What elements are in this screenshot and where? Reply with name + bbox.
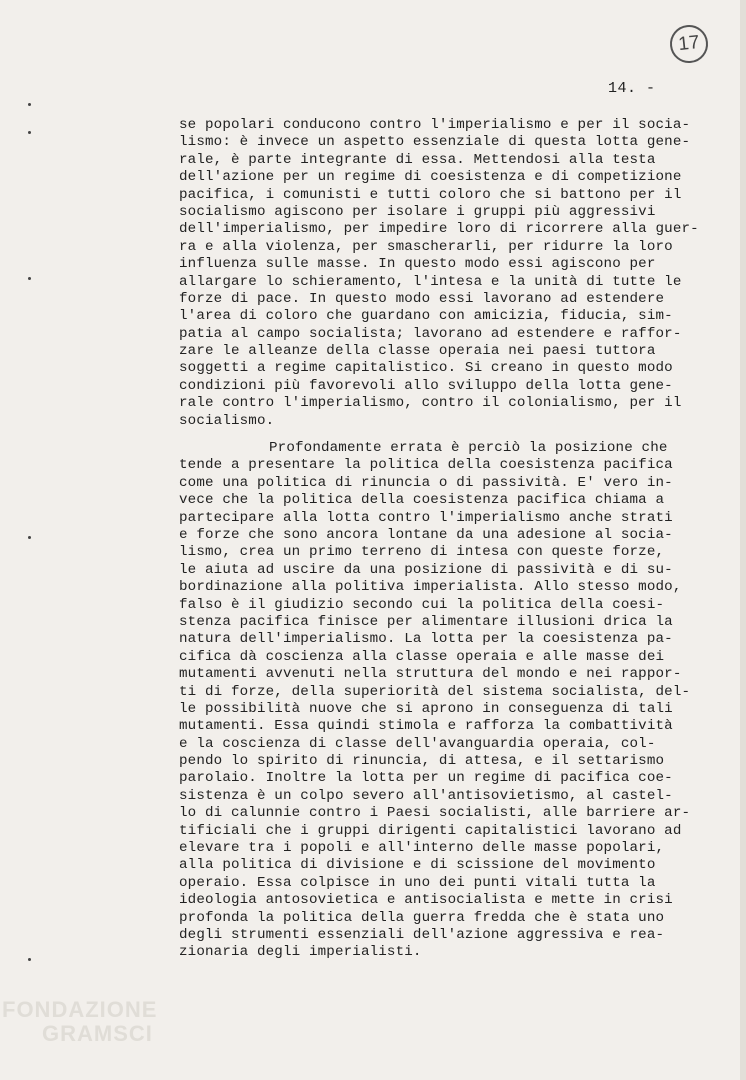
text-line: parolaio. Inoltre la lotta per un regime di pacifica coe-	[179, 770, 673, 787]
archive-stamp	[668, 23, 710, 65]
text-line: profonda la politica della guerra fredda che è stata uno	[179, 909, 665, 926]
text-line: soggetti a regime capitalistico. Si creano in questo modo	[179, 360, 673, 377]
text-line: ideologia antosovietica e antisocialista e mette in crisi	[179, 892, 673, 909]
text-line: rale, è parte integrante di essa. Mettendosi alla testa	[179, 151, 656, 168]
text-line: le aiuta ad uscire da una posizione di passività e di su-	[179, 561, 673, 578]
text-line: ti di forze, della superiorità del sistema socialista, del-	[179, 683, 691, 700]
text-line: forze di pace. In questo modo essi lavorano ad estendere	[179, 290, 665, 307]
text-line: alla politica di divisione e di scissione del movimento	[179, 857, 656, 874]
text-line: tificiali che i gruppi dirigenti capitalistici lavorano ad	[179, 822, 682, 839]
text-line: pendo lo spirito di rinuncia, di attesa, e il settarismo	[179, 753, 665, 770]
text-line: tende a presentare la politica della coesistenza pacifica	[179, 457, 673, 474]
text-line: lismo: è invece un aspetto essenziale di questa lotta gene-	[179, 134, 691, 151]
watermark-line: FONDAZIONE	[2, 997, 158, 1022]
text-line: mutamenti avvenuti nella struttura del mondo e nei rappor-	[179, 666, 682, 683]
text-line: e la coscienza di classe dell'avanguardia operaia, col-	[179, 735, 656, 752]
margin-mark	[28, 131, 31, 134]
body-text	[179, 117, 719, 962]
text-line: bordinazione alla politiva imperialista. Allo stesso modo,	[179, 579, 682, 596]
text-line: come una politica di rinuncia o di passività. E' vero in-	[179, 474, 673, 491]
text-line: socialismo agiscono per isolare i gruppi più aggressivi	[179, 203, 656, 220]
text-line: zionaria degli imperialisti.	[179, 944, 422, 961]
text-line: mutamenti. Essa quindi stimola e rafforza la combattività	[179, 718, 673, 735]
page-edge	[740, 0, 746, 1080]
text-line: Profondamente errata è perciò la posizione che	[269, 440, 668, 457]
text-line: ra e alla violenza, per smascherarli, per ridurre la loro	[179, 238, 673, 255]
paragraph	[179, 117, 719, 430]
page-number: 14. -	[608, 80, 656, 97]
text-line: degli strumenti essenziali dell'azione aggressiva e rea-	[179, 926, 665, 943]
paragraph	[179, 440, 719, 962]
text-line: condizioni più favorevoli allo sviluppo della lotta gene-	[179, 377, 673, 394]
margin-mark	[28, 277, 31, 280]
text-line: elevare tra i popoli e all'interno delle masse popolari,	[179, 840, 665, 857]
text-line: rale contro l'imperialismo, contro il colonialismo, per il	[179, 395, 682, 412]
text-line: le possibilità nuove che si aprono in conseguenza di tali	[179, 700, 673, 717]
watermark-line: GRAMSCI	[42, 1021, 153, 1046]
text-line: dell'azione per un regime di coesistenza e di competizione	[179, 169, 682, 186]
stamp-number: 17	[677, 31, 701, 56]
text-line: e forze che sono ancora lontane da una adesione al socia-	[179, 526, 673, 543]
text-line: stenza pacifica finisce per alimentare illusioni drica la	[179, 613, 673, 630]
text-line: falso è il giudizio secondo cui la politica della coesi-	[179, 596, 665, 613]
text-line: sistenza è un colpo severo all'antisovietismo, al castel-	[179, 787, 673, 804]
margin-mark	[28, 958, 31, 961]
text-line: patia al campo socialista; lavorano ad estendere e raffor-	[179, 325, 682, 342]
paragraph-gap	[179, 430, 719, 440]
margin-mark	[28, 103, 31, 106]
text-line: partecipare alla lotta contro l'imperialismo anche strati	[179, 509, 673, 526]
text-line: lo di calunnie contro i Paesi socialisti, alle barriere ar-	[179, 805, 691, 822]
text-line: lismo, crea un primo terreno di intesa con queste forze,	[179, 544, 665, 561]
text-line: influenza sulle masse. In questo modo essi agiscono per	[179, 256, 656, 273]
text-line: allargare lo schieramento, l'intesa e la unità di tutte le	[179, 273, 682, 290]
text-line: pacifica, i comunisti e tutti coloro che si battono per il	[179, 186, 682, 203]
watermark	[2, 998, 157, 1046]
margin-mark	[28, 536, 31, 539]
text-line: vece che la politica della coesistenza pacifica chiama a	[179, 492, 665, 509]
text-line: l'area di coloro che guardano con amicizia, fiducia, sim-	[179, 308, 673, 325]
text-line: natura dell'imperialismo. La lotta per la coesistenza pa-	[179, 631, 673, 648]
text-line: cifica dà coscienza alla classe operaia e alle masse dei	[179, 648, 665, 665]
text-line: operaio. Essa colpisce in uno dei punti vitali tutta la	[179, 874, 656, 891]
text-line: zare le alleanze della classe operaia nei paesi tuttora	[179, 343, 656, 360]
text-line: dell'imperialismo, per impedire loro di ricorrere alla guer-	[179, 221, 699, 238]
text-line: se popolari conducono contro l'imperialismo e per il socia-	[179, 117, 691, 133]
text-line: socialismo.	[179, 412, 275, 429]
